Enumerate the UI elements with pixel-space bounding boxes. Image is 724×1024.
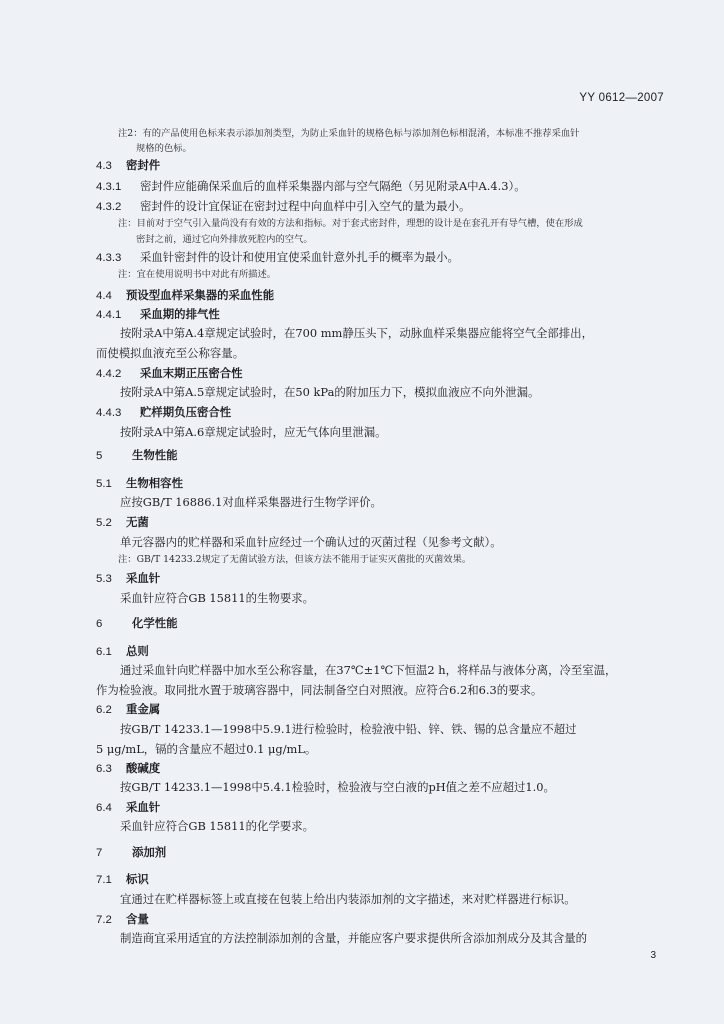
body-text-line: 宜通过在贮样器标签上或直接在包装上给出内装添加剂的文字描述，来对贮样器进行标识。 bbox=[120, 892, 576, 906]
clause-title: 化学性能 bbox=[132, 616, 178, 630]
clause-number: 4.3 bbox=[96, 160, 112, 172]
clause-title: 无菌 bbox=[126, 515, 149, 529]
clause-number: 6.4 bbox=[96, 802, 112, 814]
body-text-line: 按附录A中第A.5章规定试验时，在50 kPa的附加压力下，模拟血液应不向外泄漏。 bbox=[120, 385, 540, 399]
body-text-line: 按附录A中第A.6章规定试验时，应无气体向里泄漏。 bbox=[120, 425, 387, 439]
body-text-line: 通过采血针向贮样器中加水至公称容量，在37℃±1℃下恒温2 h，将样品与液体分离，冷至室温， bbox=[120, 663, 617, 677]
section-heading bbox=[96, 912, 149, 927]
clause-title: 密封件 bbox=[126, 158, 161, 172]
section-heading bbox=[96, 476, 183, 491]
clause-title: 含量 bbox=[126, 912, 149, 926]
section-heading bbox=[96, 571, 160, 586]
clause-number: 6 bbox=[96, 618, 103, 630]
section-heading bbox=[96, 158, 160, 173]
body-text-line: 按GB/T 14233.1—1998中5.4.1检验时，检验液与空白液的pH值之差不应超过1.0。 bbox=[120, 780, 555, 794]
section-heading bbox=[96, 872, 149, 887]
section-heading bbox=[96, 448, 178, 463]
note-line: 注2：有的产品使用色标来表示添加剂类型，为防止采血针的规格色标与添加剂色标相混淆，本标准不推荐采血针 bbox=[118, 128, 580, 139]
standard-number: YY 0612—2007 bbox=[579, 92, 664, 104]
clause-title: 采血针 bbox=[126, 800, 161, 814]
clause-title: 生物相容性 bbox=[126, 476, 183, 490]
body-text-line: 单元容器内的贮样器和采血针应经过一个确认过的灭菌过程（见参考文献）。 bbox=[120, 535, 502, 549]
section-heading bbox=[96, 366, 243, 381]
clause-title: 预设型血样采集器的采血性能 bbox=[126, 288, 275, 302]
clause-number: 7 bbox=[96, 847, 103, 859]
section-heading bbox=[96, 405, 231, 420]
note-line: 注：宜在使用说明书中对此有所描述。 bbox=[118, 269, 277, 280]
note-line: 密封之前，通过它向外排放死腔内的空气。 bbox=[136, 234, 313, 245]
section-heading bbox=[96, 288, 274, 303]
clause-number: 5.2 bbox=[96, 517, 112, 529]
section-heading bbox=[96, 515, 149, 530]
page-number: 3 bbox=[650, 950, 656, 961]
clause-title: 酸碱度 bbox=[126, 761, 161, 775]
section-heading bbox=[96, 644, 149, 659]
clause-number: 4.4.2 bbox=[96, 368, 122, 380]
clause-number: 5 bbox=[96, 450, 103, 462]
clause-title: 标识 bbox=[126, 872, 149, 886]
clause-number: 7.1 bbox=[96, 874, 112, 886]
clause-number: 6.1 bbox=[96, 646, 112, 658]
section-heading bbox=[96, 702, 160, 717]
clause-number: 6.3 bbox=[96, 763, 112, 775]
clause-title: 密封件应能确保采血后的血样采集器内部与空气隔绝（另见附录A中A.4.3）。 bbox=[140, 179, 526, 193]
section-heading bbox=[96, 179, 526, 194]
body-text-line: 5 μg/mL，镉的含量应不超过0.1 μg/mL。 bbox=[96, 742, 317, 756]
clause-number: 4.4 bbox=[96, 290, 112, 302]
clause-title: 添加剂 bbox=[132, 845, 167, 859]
body-text-line: 制造商宜采用适宜的方法控制添加剂的含量，并能应客户要求提供所含添加剂成分及其含量的 bbox=[120, 931, 588, 945]
clause-title: 采血期的排气性 bbox=[140, 307, 220, 321]
section-heading bbox=[96, 800, 160, 815]
clause-number: 4.4.1 bbox=[96, 309, 122, 321]
section-heading bbox=[96, 761, 160, 776]
section-heading bbox=[96, 199, 470, 214]
clause-number: 5.1 bbox=[96, 478, 112, 490]
body-text-line: 采血针应符合GB 15811的化学要求。 bbox=[120, 819, 315, 833]
clause-title: 密封件的设计宜保证在密封过程中向血样中引入空气的量为最小。 bbox=[140, 199, 471, 213]
clause-number: 4.3.3 bbox=[96, 252, 122, 264]
body-text-line: 按GB/T 14233.1—1998中5.9.1进行检验时，检验液中铅、锌、铁、锡的总含量应不超过 bbox=[120, 722, 577, 736]
clause-title: 生物性能 bbox=[132, 448, 178, 462]
clause-number: 4.3.2 bbox=[96, 201, 122, 213]
clause-number: 4.4.3 bbox=[96, 407, 122, 419]
clause-title: 采血末期正压密合性 bbox=[140, 366, 243, 380]
section-heading bbox=[96, 307, 220, 322]
body-text-line: 按附录A中第A.4章规定试验时，在700 mm静压头下，动脉血样采集器应能将空气全部排出， bbox=[120, 326, 593, 340]
clause-number: 6.2 bbox=[96, 704, 112, 716]
clause-title: 重金属 bbox=[126, 702, 161, 716]
section-heading bbox=[96, 845, 166, 860]
clause-number: 7.2 bbox=[96, 914, 112, 926]
clause-title: 总则 bbox=[126, 644, 149, 658]
clause-title: 采血针 bbox=[126, 571, 161, 585]
body-text-line: 应按GB/T 16886.1对血样采集器进行生物学评价。 bbox=[120, 495, 382, 509]
clause-title: 贮样期负压密合性 bbox=[140, 405, 232, 419]
section-heading bbox=[96, 616, 178, 631]
note-line: 注：目前对于空气引入量尚没有有效的方法和指标。对于套式密封件，理想的设计是在套孔开有导气槽，使在形成 bbox=[118, 218, 583, 229]
note-line: 注：GB/T 14233.2规定了无菌试验方法，但该方法不能用于证实灭菌批的灭菌效果。 bbox=[118, 554, 472, 565]
clause-title: 采血针密封件的设计和使用宜使采血针意外扎手的概率为最小。 bbox=[140, 250, 459, 264]
section-heading bbox=[96, 250, 459, 265]
note-line: 规格的色标。 bbox=[136, 143, 192, 154]
body-text-line: 采血针应符合GB 15811的生物要求。 bbox=[120, 591, 315, 605]
clause-number: 4.3.1 bbox=[96, 181, 122, 193]
body-text-line: 作为检验液。取同批水置于玻璃容器中，同法制备空白对照液。应符合6.2和6.3的要求。 bbox=[96, 683, 543, 697]
body-text-line: 而使模拟血液充至公称容量。 bbox=[96, 346, 245, 360]
clause-number: 5.3 bbox=[96, 573, 112, 585]
